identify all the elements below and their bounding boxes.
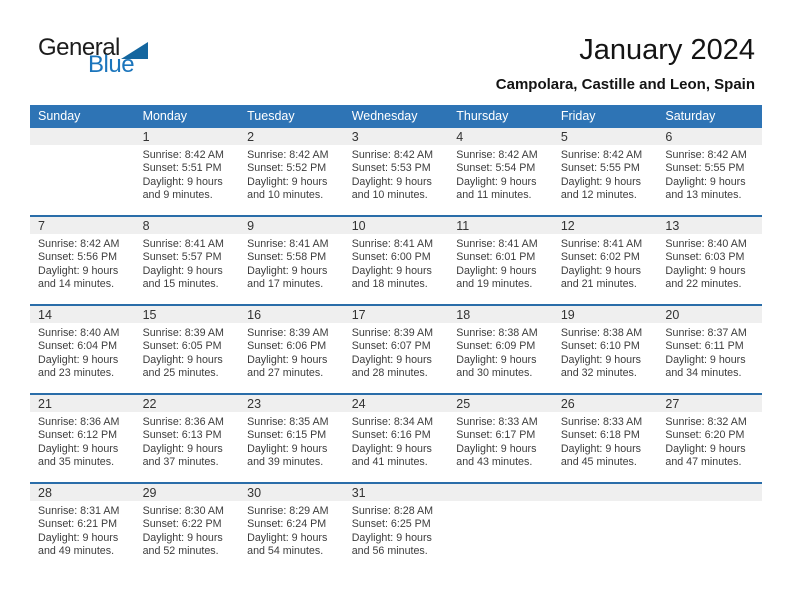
date-number: 31 <box>344 484 449 501</box>
day-cell-17 <box>344 305 449 394</box>
day-details <box>239 234 344 292</box>
date-number: 1 <box>135 128 240 145</box>
day-cell-20 <box>657 305 762 394</box>
week-row-4 <box>30 394 762 483</box>
date-number <box>657 484 762 501</box>
sunset-text: Sunset: 6:18 PM <box>560 429 640 442</box>
sunrise-text: Sunrise: 8:36 AM <box>142 416 224 428</box>
sunset-text: Sunset: 5:52 PM <box>247 162 327 175</box>
date-number: 30 <box>239 484 344 501</box>
daylight-text-line1: Daylight: 9 hours <box>351 531 432 544</box>
sunset-text: Sunset: 5:57 PM <box>142 251 222 264</box>
sunset-text: Sunset: 5:58 PM <box>247 251 327 264</box>
daylight-text-line2: and 47 minutes. <box>665 456 742 469</box>
date-number: 23 <box>239 395 344 412</box>
day-cell-31 <box>344 483 449 571</box>
sunrise-text: Sunrise: 8:42 AM <box>665 149 747 161</box>
daylight-text-line1: Daylight: 9 hours <box>560 353 642 366</box>
daylight-text-line1: Daylight: 9 hours <box>351 264 432 277</box>
sunrise-text: Sunrise: 8:42 AM <box>38 238 120 250</box>
date-number <box>553 484 658 501</box>
day-details <box>344 323 449 381</box>
sunset-text: Sunset: 5:56 PM <box>38 251 118 264</box>
day-details <box>135 234 240 292</box>
day-details <box>448 412 553 470</box>
date-number: 17 <box>344 306 449 323</box>
sunrise-text: Sunrise: 8:42 AM <box>351 149 434 161</box>
date-number <box>30 128 135 145</box>
sunset-text: Sunset: 6:05 PM <box>142 340 222 353</box>
day-details <box>553 145 658 203</box>
sunrise-text: Sunrise: 8:40 AM <box>665 238 747 250</box>
page-subtitle: Campolara, Castille and Leon, Spain <box>495 76 755 93</box>
daylight-text-line2: and 45 minutes. <box>560 456 637 469</box>
date-number: 15 <box>135 306 240 323</box>
sunrise-text: Sunrise: 8:39 AM <box>247 327 329 339</box>
sunrise-text: Sunrise: 8:38 AM <box>560 327 643 339</box>
daylight-text-line1: Daylight: 9 hours <box>142 175 223 188</box>
day-details <box>30 501 135 559</box>
daylight-text-line1: Daylight: 9 hours <box>142 531 223 544</box>
daylight-text-line2: and 19 minutes. <box>456 278 533 291</box>
calendar-table <box>30 105 762 571</box>
sunrise-text: Sunrise: 8:39 AM <box>351 327 434 339</box>
day-cell-26 <box>553 394 658 483</box>
sunrise-text: Sunrise: 8:28 AM <box>351 505 434 517</box>
daylight-text-line1: Daylight: 9 hours <box>456 264 537 277</box>
sunset-text: Sunset: 6:13 PM <box>142 429 222 442</box>
sunrise-text: Sunrise: 8:33 AM <box>456 416 538 428</box>
daylight-text-line1: Daylight: 9 hours <box>665 175 746 188</box>
date-number: 3 <box>344 128 449 145</box>
day-cell-9 <box>239 216 344 305</box>
day-details <box>30 412 135 470</box>
daylight-text-line1: Daylight: 9 hours <box>665 442 746 455</box>
daylight-text-line2: and 23 minutes. <box>38 367 115 380</box>
daylight-text-line2: and 27 minutes. <box>247 367 324 380</box>
date-number: 16 <box>239 306 344 323</box>
day-cell-27 <box>657 394 762 483</box>
sunset-text: Sunset: 6:21 PM <box>38 518 118 531</box>
sunset-text: Sunset: 5:53 PM <box>351 162 431 175</box>
date-number: 19 <box>553 306 658 323</box>
day-cell-30 <box>239 483 344 571</box>
date-number: 20 <box>657 306 762 323</box>
day-cell-11 <box>448 216 553 305</box>
day-details <box>657 323 762 381</box>
day-details <box>135 323 240 381</box>
day-cell-24 <box>344 394 449 483</box>
sunrise-text: Sunrise: 8:42 AM <box>142 149 224 161</box>
date-number: 14 <box>30 306 135 323</box>
week-row-5 <box>30 483 762 571</box>
daylight-text-line1: Daylight: 9 hours <box>38 264 119 277</box>
daylight-text-line2: and 56 minutes. <box>351 545 428 558</box>
sunrise-text: Sunrise: 8:41 AM <box>142 238 224 250</box>
sunrise-text: Sunrise: 8:34 AM <box>351 416 434 428</box>
sunset-text: Sunset: 6:25 PM <box>351 518 431 531</box>
day-details <box>239 323 344 381</box>
day-details <box>448 323 553 381</box>
day-header-saturday: Saturday <box>657 105 762 128</box>
day-header-row <box>30 105 762 128</box>
day-cell-5 <box>553 128 658 216</box>
sunrise-text: Sunrise: 8:42 AM <box>560 149 643 161</box>
daylight-text-line2: and 13 minutes. <box>665 189 742 202</box>
daylight-text-line1: Daylight: 9 hours <box>247 442 328 455</box>
daylight-text-line1: Daylight: 9 hours <box>247 353 328 366</box>
daylight-text-line2: and 34 minutes. <box>665 367 742 380</box>
date-number: 11 <box>448 217 553 234</box>
day-details <box>344 145 449 203</box>
empty-day-cell <box>448 483 553 571</box>
day-cell-19 <box>553 305 658 394</box>
daylight-text-line2: and 43 minutes. <box>456 456 533 469</box>
date-number: 10 <box>344 217 449 234</box>
daylight-text-line2: and 17 minutes. <box>247 278 324 291</box>
daylight-text-line2: and 21 minutes. <box>560 278 637 291</box>
day-cell-8 <box>135 216 240 305</box>
sunset-text: Sunset: 6:11 PM <box>665 340 744 353</box>
daylight-text-line1: Daylight: 9 hours <box>351 353 432 366</box>
sunrise-text: Sunrise: 8:30 AM <box>142 505 224 517</box>
daylight-text-line1: Daylight: 9 hours <box>665 264 746 277</box>
day-cell-3 <box>344 128 449 216</box>
sunrise-text: Sunrise: 8:40 AM <box>38 327 120 339</box>
date-number: 8 <box>135 217 240 234</box>
empty-day-cell <box>553 483 658 571</box>
day-cell-6 <box>657 128 762 216</box>
daylight-text-line2: and 32 minutes. <box>560 367 637 380</box>
date-number: 22 <box>135 395 240 412</box>
day-details <box>553 234 658 292</box>
date-number: 27 <box>657 395 762 412</box>
daylight-text-line2: and 11 minutes. <box>456 189 532 202</box>
daylight-text-line2: and 37 minutes. <box>142 456 219 469</box>
daylight-text-line1: Daylight: 9 hours <box>247 175 328 188</box>
sunset-text: Sunset: 6:07 PM <box>351 340 431 353</box>
day-details <box>344 234 449 292</box>
daylight-text-line2: and 9 minutes. <box>142 189 213 202</box>
calendar-header <box>30 105 762 128</box>
daylight-text-line2: and 35 minutes. <box>38 456 115 469</box>
day-details <box>239 501 344 559</box>
day-details <box>30 234 135 292</box>
date-number: 12 <box>553 217 658 234</box>
date-number: 7 <box>30 217 135 234</box>
date-number <box>448 484 553 501</box>
sunrise-text: Sunrise: 8:41 AM <box>456 238 538 250</box>
day-details <box>657 234 762 292</box>
day-details <box>344 501 449 559</box>
sunrise-text: Sunrise: 8:38 AM <box>456 327 538 339</box>
page-title: January 2024 <box>579 34 755 66</box>
day-cell-4 <box>448 128 553 216</box>
day-cell-23 <box>239 394 344 483</box>
daylight-text-line1: Daylight: 9 hours <box>560 264 642 277</box>
day-details <box>135 145 240 203</box>
date-number: 2 <box>239 128 344 145</box>
daylight-text-line2: and 10 minutes. <box>351 189 428 202</box>
daylight-text-line2: and 10 minutes. <box>247 189 324 202</box>
sunset-text: Sunset: 6:02 PM <box>560 251 640 264</box>
week-row-1 <box>30 128 762 216</box>
day-cell-2 <box>239 128 344 216</box>
sunset-text: Sunset: 6:16 PM <box>351 429 431 442</box>
day-cell-25 <box>448 394 553 483</box>
daylight-text-line1: Daylight: 9 hours <box>560 175 642 188</box>
sunset-text: Sunset: 6:03 PM <box>665 251 745 264</box>
day-details <box>657 412 762 470</box>
day-header-wednesday: Wednesday <box>344 105 449 128</box>
daylight-text-line1: Daylight: 9 hours <box>247 264 328 277</box>
date-number: 18 <box>448 306 553 323</box>
day-header-monday: Monday <box>135 105 240 128</box>
day-details <box>30 323 135 381</box>
date-number: 24 <box>344 395 449 412</box>
sunrise-text: Sunrise: 8:36 AM <box>38 416 120 428</box>
day-cell-18 <box>448 305 553 394</box>
date-number: 4 <box>448 128 553 145</box>
date-number: 6 <box>657 128 762 145</box>
sunset-text: Sunset: 6:01 PM <box>456 251 536 264</box>
sunrise-text: Sunrise: 8:32 AM <box>665 416 747 428</box>
day-cell-7 <box>30 216 135 305</box>
sunset-text: Sunset: 6:20 PM <box>665 429 745 442</box>
day-header-thursday: Thursday <box>448 105 553 128</box>
daylight-text-line1: Daylight: 9 hours <box>142 353 223 366</box>
logo-text-general: General <box>38 34 120 61</box>
daylight-text-line2: and 54 minutes. <box>247 545 324 558</box>
sunset-text: Sunset: 5:55 PM <box>665 162 745 175</box>
day-details <box>553 412 658 470</box>
date-number: 13 <box>657 217 762 234</box>
day-cell-28 <box>30 483 135 571</box>
day-cell-22 <box>135 394 240 483</box>
daylight-text-line2: and 22 minutes. <box>665 278 742 291</box>
day-header-tuesday: Tuesday <box>239 105 344 128</box>
daylight-text-line2: and 15 minutes. <box>142 278 219 291</box>
logo-text-blue: Blue <box>88 51 135 78</box>
sunset-text: Sunset: 6:22 PM <box>142 518 222 531</box>
date-number: 29 <box>135 484 240 501</box>
day-cell-1 <box>135 128 240 216</box>
day-cell-13 <box>657 216 762 305</box>
day-cell-14 <box>30 305 135 394</box>
sunrise-text: Sunrise: 8:42 AM <box>247 149 329 161</box>
day-details <box>135 501 240 559</box>
daylight-text-line2: and 41 minutes. <box>351 456 428 469</box>
daylight-text-line2: and 30 minutes. <box>456 367 533 380</box>
sunset-text: Sunset: 6:10 PM <box>560 340 640 353</box>
sunset-text: Sunset: 6:15 PM <box>247 429 327 442</box>
sunrise-text: Sunrise: 8:41 AM <box>247 238 329 250</box>
day-details <box>448 234 553 292</box>
date-number: 26 <box>553 395 658 412</box>
sunset-text: Sunset: 6:09 PM <box>456 340 536 353</box>
date-number: 25 <box>448 395 553 412</box>
daylight-text-line2: and 18 minutes. <box>351 278 428 291</box>
daylight-text-line2: and 12 minutes. <box>560 189 637 202</box>
daylight-text-line1: Daylight: 9 hours <box>247 531 328 544</box>
daylight-text-line1: Daylight: 9 hours <box>38 531 119 544</box>
day-details <box>135 412 240 470</box>
day-cell-21 <box>30 394 135 483</box>
daylight-text-line1: Daylight: 9 hours <box>142 442 223 455</box>
day-details <box>448 145 553 203</box>
sunrise-text: Sunrise: 8:31 AM <box>38 505 120 517</box>
day-header-friday: Friday <box>553 105 658 128</box>
daylight-text-line1: Daylight: 9 hours <box>38 442 119 455</box>
daylight-text-line1: Daylight: 9 hours <box>38 353 119 366</box>
sunrise-text: Sunrise: 8:39 AM <box>142 327 224 339</box>
daylight-text-line2: and 25 minutes. <box>142 367 219 380</box>
sunrise-text: Sunrise: 8:33 AM <box>560 416 643 428</box>
day-details <box>239 145 344 203</box>
day-cell-16 <box>239 305 344 394</box>
daylight-text-line1: Daylight: 9 hours <box>351 175 432 188</box>
sunrise-text: Sunrise: 8:29 AM <box>247 505 329 517</box>
daylight-text-line2: and 28 minutes. <box>351 367 428 380</box>
sunrise-text: Sunrise: 8:41 AM <box>351 238 434 250</box>
day-details <box>657 145 762 203</box>
date-number: 9 <box>239 217 344 234</box>
sunset-text: Sunset: 6:24 PM <box>247 518 327 531</box>
sunrise-text: Sunrise: 8:35 AM <box>247 416 329 428</box>
daylight-text-line2: and 49 minutes. <box>38 545 115 558</box>
sunset-text: Sunset: 6:00 PM <box>351 251 431 264</box>
day-cell-29 <box>135 483 240 571</box>
daylight-text-line1: Daylight: 9 hours <box>560 442 642 455</box>
sunrise-text: Sunrise: 8:41 AM <box>560 238 643 250</box>
date-number: 5 <box>553 128 658 145</box>
date-number: 28 <box>30 484 135 501</box>
day-cell-12 <box>553 216 658 305</box>
date-number: 21 <box>30 395 135 412</box>
daylight-text-line1: Daylight: 9 hours <box>456 175 537 188</box>
empty-day-cell <box>657 483 762 571</box>
day-details <box>344 412 449 470</box>
sunset-text: Sunset: 5:54 PM <box>456 162 536 175</box>
general-blue-logo <box>38 36 148 77</box>
sunset-text: Sunset: 5:51 PM <box>142 162 222 175</box>
daylight-text-line1: Daylight: 9 hours <box>351 442 432 455</box>
sunset-text: Sunset: 5:55 PM <box>560 162 640 175</box>
day-cell-10 <box>344 216 449 305</box>
sunrise-text: Sunrise: 8:42 AM <box>456 149 538 161</box>
sunset-text: Sunset: 6:12 PM <box>38 429 118 442</box>
calendar-body <box>30 128 762 571</box>
week-row-3 <box>30 305 762 394</box>
daylight-text-line2: and 14 minutes. <box>38 278 115 291</box>
daylight-text-line1: Daylight: 9 hours <box>665 353 746 366</box>
daylight-text-line2: and 39 minutes. <box>247 456 324 469</box>
sunset-text: Sunset: 6:06 PM <box>247 340 327 353</box>
day-header-sunday: Sunday <box>30 105 135 128</box>
daylight-text-line1: Daylight: 9 hours <box>456 442 537 455</box>
sunset-text: Sunset: 6:17 PM <box>456 429 536 442</box>
daylight-text-line1: Daylight: 9 hours <box>142 264 223 277</box>
day-details <box>553 323 658 381</box>
empty-day-cell <box>30 128 135 216</box>
sunrise-text: Sunrise: 8:37 AM <box>665 327 747 339</box>
day-details <box>239 412 344 470</box>
sunset-text: Sunset: 6:04 PM <box>38 340 118 353</box>
week-row-2 <box>30 216 762 305</box>
daylight-text-line2: and 52 minutes. <box>142 545 219 558</box>
day-cell-15 <box>135 305 240 394</box>
daylight-text-line1: Daylight: 9 hours <box>456 353 537 366</box>
